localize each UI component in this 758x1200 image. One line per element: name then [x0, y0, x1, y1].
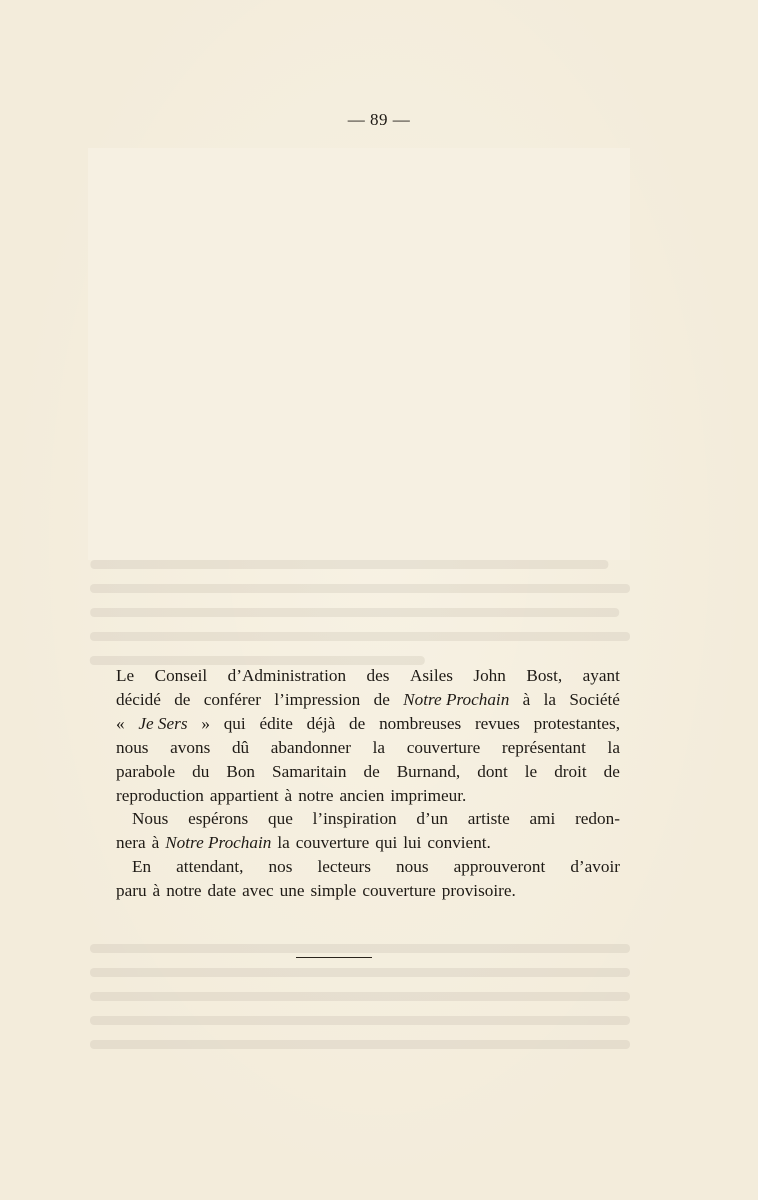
word: Notre Prochain: [403, 689, 510, 709]
word: nos: [268, 857, 293, 877]
word: avec: [242, 881, 274, 901]
word: à: [151, 833, 160, 853]
word: d’avoir: [570, 857, 620, 877]
word: de: [363, 761, 380, 781]
word: des: [366, 666, 390, 685]
word: couverture: [295, 833, 370, 853]
word: paru: [116, 881, 147, 901]
word: Le: [116, 666, 135, 685]
word: notre: [166, 881, 202, 901]
page-number: — 89 —: [347, 110, 411, 129]
word: couverture: [362, 881, 436, 901]
word: »: [201, 713, 210, 733]
word: protestantes,: [533, 713, 620, 733]
word: nous: [396, 857, 429, 877]
word: la: [277, 833, 290, 853]
word: couverture: [406, 737, 481, 757]
word: date: [207, 881, 237, 901]
paragraph: [116, 664, 620, 807]
word: appartient: [209, 785, 279, 805]
word: revues: [474, 713, 520, 733]
word: «: [116, 713, 125, 733]
word: l’inspiration: [312, 809, 397, 829]
word: édite: [259, 713, 293, 733]
word: à: [284, 785, 293, 805]
word: ami: [529, 809, 556, 829]
word: de: [603, 761, 620, 781]
word: Bost,: [526, 666, 563, 685]
word: Burnand,: [396, 761, 461, 781]
word: représentant: [501, 737, 586, 757]
word: dû: [231, 737, 250, 757]
word: avons: [170, 737, 211, 757]
word: à: [152, 881, 161, 901]
word: Notre Prochain: [165, 833, 272, 853]
word: espérons: [188, 809, 249, 829]
word: l’impression: [274, 689, 361, 709]
word: lecteurs: [317, 857, 371, 877]
word: du: [192, 761, 210, 781]
word: déjà: [306, 713, 336, 733]
word: imprimeur.: [390, 785, 467, 805]
word: une: [279, 881, 305, 901]
word: Conseil: [154, 666, 208, 685]
paragraph: [116, 855, 620, 903]
closing-rule: [296, 957, 372, 958]
word: la: [543, 689, 556, 709]
text-line: [116, 688, 620, 712]
word: de: [349, 713, 366, 733]
word: nombreuses: [379, 713, 462, 733]
word: qui: [375, 833, 398, 853]
word: artiste: [467, 809, 510, 829]
text-line: [116, 664, 620, 688]
blank-image-area: [88, 148, 630, 560]
word: conférer: [203, 689, 261, 709]
word: la: [372, 737, 386, 757]
word: à: [522, 689, 531, 709]
word: Samaritain: [272, 761, 347, 781]
word: Asiles: [409, 666, 453, 685]
word: reproduction: [116, 785, 204, 805]
word: Bon: [226, 761, 256, 781]
word: Je Sers: [138, 713, 188, 733]
body-text: [116, 664, 620, 903]
text-line: [116, 879, 620, 903]
word: nera: [116, 833, 146, 853]
word: droit: [554, 761, 587, 781]
word: le: [524, 761, 538, 781]
paragraph: [116, 807, 620, 855]
word: notre: [298, 785, 334, 805]
word: parabole: [116, 761, 176, 781]
word: d’un: [416, 809, 448, 829]
word: dont: [477, 761, 508, 781]
word: redon-: [575, 809, 620, 829]
text-line: [116, 712, 620, 736]
text-line: [116, 831, 620, 855]
word: d’Administration: [227, 666, 347, 685]
text-line: [116, 736, 620, 760]
word: attendant,: [176, 857, 244, 877]
text-line: [116, 784, 620, 808]
word: simple: [310, 881, 357, 901]
word: nous: [116, 737, 149, 757]
word: qui: [223, 713, 246, 733]
word: décidé: [116, 689, 161, 709]
word: John: [473, 666, 506, 685]
word: ayant: [582, 666, 620, 685]
word: approuveront: [453, 857, 546, 877]
word: de: [373, 689, 390, 709]
word: En: [132, 857, 152, 877]
word: de: [174, 689, 191, 709]
word: Société: [569, 689, 620, 709]
word: la: [607, 737, 620, 757]
word: que: [268, 809, 293, 829]
word: abandonner: [270, 737, 351, 757]
word: convient.: [427, 833, 491, 853]
word: Nous: [132, 809, 169, 829]
word: lui: [403, 833, 422, 853]
word: ancien: [339, 785, 385, 805]
word: provisoire.: [441, 881, 516, 901]
text-line: [116, 760, 620, 784]
text-line: [116, 855, 620, 879]
text-line: [116, 807, 620, 831]
